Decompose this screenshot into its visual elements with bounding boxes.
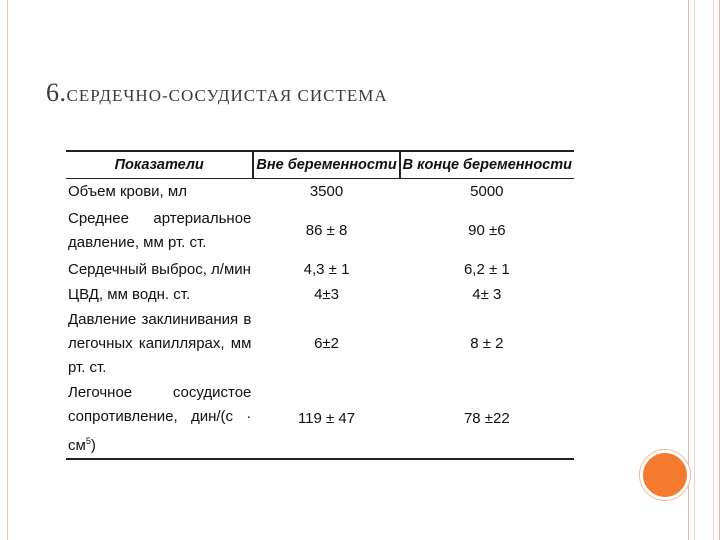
row-label: Среднее артериальное давление, мм рт. ст. xyxy=(68,209,252,251)
table-row xyxy=(66,307,574,381)
slide-frame-right-inner xyxy=(694,0,714,540)
row-value-after: 78 ±22 xyxy=(463,410,510,427)
slide-number: 6. xyxy=(46,78,67,107)
row-label-end: ) xyxy=(90,436,96,454)
header-indicator: Показатели xyxy=(66,151,253,179)
row-value-before: 86 ± 8 xyxy=(305,221,348,239)
table-header-row xyxy=(66,151,574,179)
decorative-circle xyxy=(640,450,690,500)
header-before-pregnancy: Вне беременности xyxy=(253,151,399,179)
table-row xyxy=(66,257,574,283)
row-label: Сердечный выброс, л/мин xyxy=(68,260,251,278)
row-value-before: 3500 xyxy=(309,182,344,200)
table-row xyxy=(66,283,574,307)
row-label-superscript: 5 xyxy=(85,435,91,446)
row-value-after: 90 ±6 xyxy=(468,221,506,239)
row-value-after: 6,2 ± 1 xyxy=(463,260,510,278)
header-end-of-pregnancy: В конце беременности xyxy=(400,151,574,179)
pregnancy-cardiovascular-table xyxy=(66,150,574,460)
row-label: Объем крови, мл xyxy=(68,182,187,200)
row-label: ЦВД, мм водн. ст. xyxy=(68,285,191,303)
slide-title xyxy=(46,78,388,108)
row-label xyxy=(66,381,253,459)
row-value-before: 119 ± 47 xyxy=(297,410,356,427)
row-value-after: 5000 xyxy=(470,182,504,200)
row-value-before: 4,3 ± 1 xyxy=(303,260,350,278)
row-value-before: 6±2 xyxy=(314,334,339,352)
slide-frame-left xyxy=(0,0,8,540)
row-value-before: 4±3 xyxy=(314,285,339,303)
table-row xyxy=(66,381,574,459)
table-row xyxy=(66,179,574,205)
slide-title-text: СЕРДЕЧНО-СОСУДИСТАЯ СИСТЕМА xyxy=(66,86,388,105)
row-label-text: Легочное сосудистое сопротивление, дин/(с · см xyxy=(68,383,252,454)
table-row xyxy=(66,205,574,257)
row-label: Давление заклинивания в легочных капиллярах, мм рт. ст. xyxy=(68,310,252,376)
row-value-after: 8 ± 2 xyxy=(470,334,504,352)
row-value-after: 4± 3 xyxy=(472,285,502,303)
